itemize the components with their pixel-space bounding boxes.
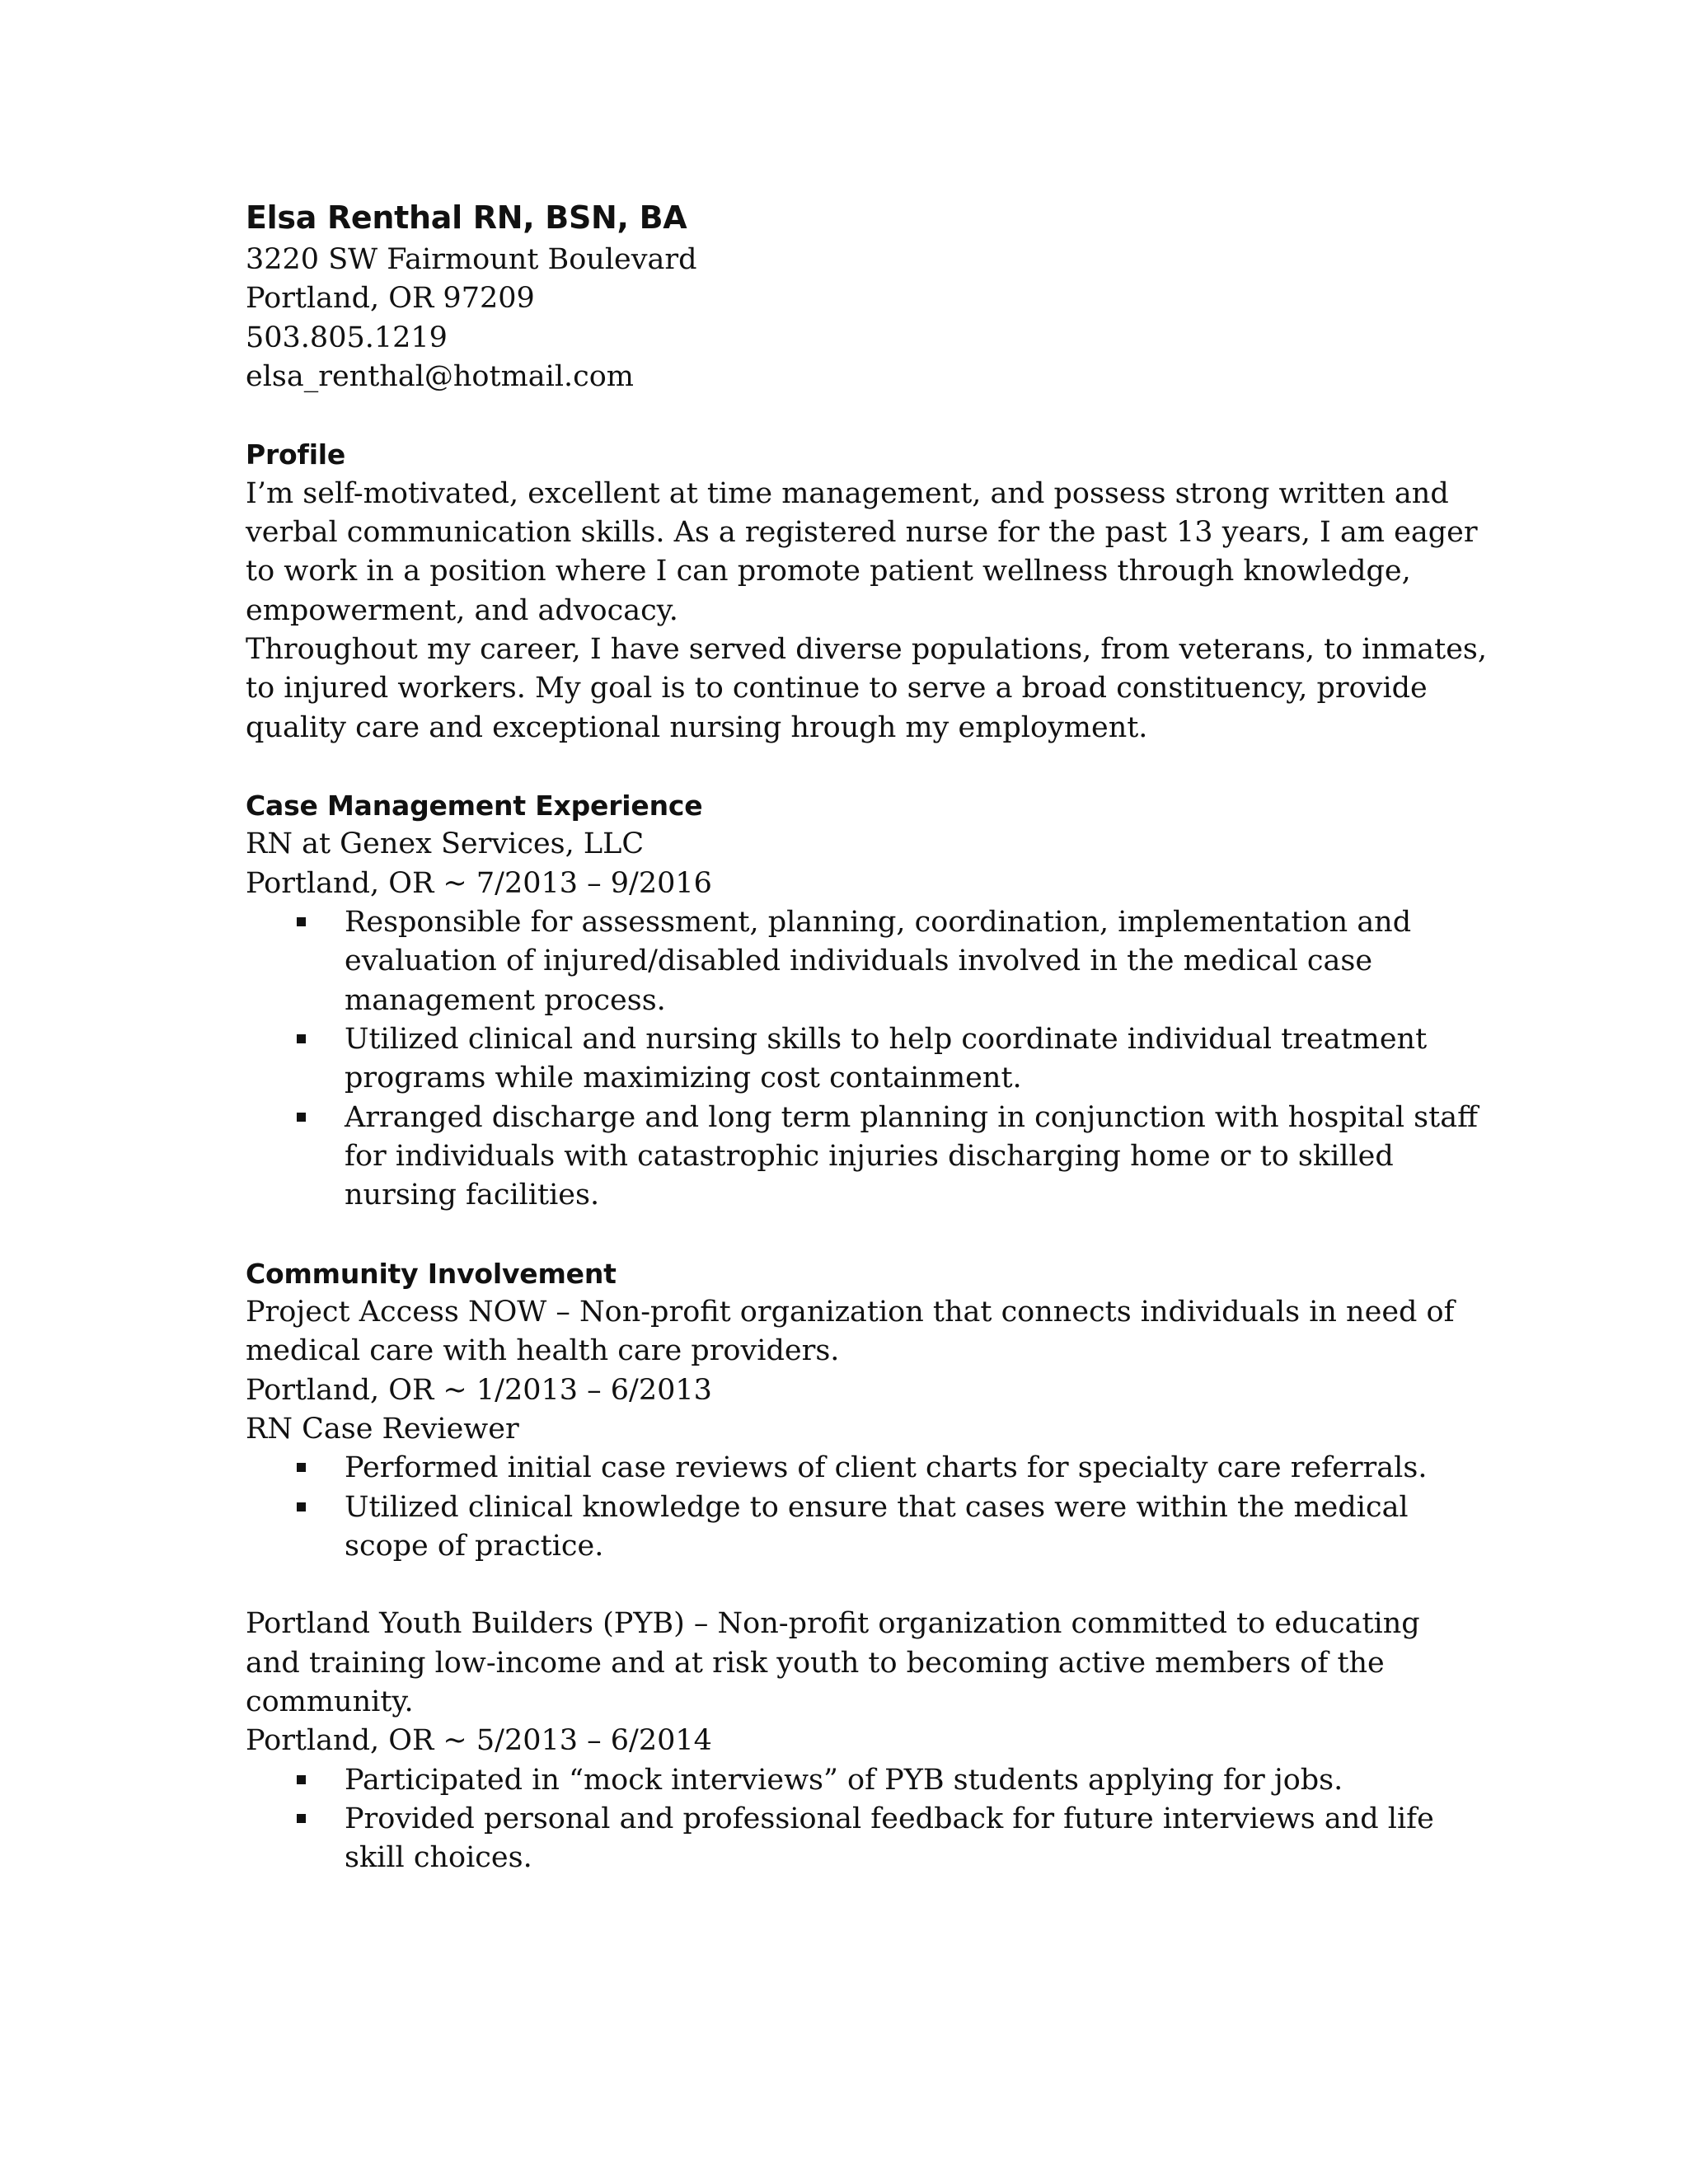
- spacer: [246, 396, 1441, 435]
- phone-number: 503.805.1219: [246, 321, 448, 354]
- community-heading: Community Involvement: [246, 1257, 617, 1290]
- bullet-line: Utilized clinical and nursing skills to help coordinate individual treatment: [345, 1022, 1428, 1056]
- bullet-line: management process.: [345, 983, 666, 1017]
- profile-line: to injured workers. My goal is to continue to serve a broad constituency, provide: [246, 672, 1428, 705]
- bullet-line: programs while maximizing cost containment.: [345, 1062, 1022, 1095]
- bullet-line: Provided personal and professional feedback for future interviews and life: [345, 1802, 1434, 1835]
- org-description: medical care with health care providers.: [246, 1334, 840, 1368]
- bullet-square-icon: [297, 917, 306, 926]
- bullet-line: skill choices.: [345, 1841, 532, 1875]
- bullet-line: Responsible for assessment, planning, coordination, implementation and: [345, 906, 1412, 940]
- profile-line: verbal communication skills. As a registered nurse for the past 13 years, I am eager: [246, 516, 1478, 550]
- org-bullets: [246, 1449, 1441, 1566]
- resume-page: [246, 194, 1488, 1877]
- list-item: [345, 1449, 1441, 1488]
- org-description: Project Access NOW – Non-profit organization that connects individuals in need of: [246, 1296, 1455, 1329]
- list-item: [345, 1099, 1478, 1216]
- spacer: [246, 1566, 1441, 1605]
- profile-heading: Profile: [246, 438, 346, 471]
- list-item: [345, 1761, 1441, 1800]
- list-item: [345, 903, 1441, 1020]
- bullet-square-icon: [297, 1814, 306, 1823]
- profile-line: I’m self-motivated, excellent at time management, and possess strong written and: [246, 476, 1449, 510]
- job-location-dates: Portland, OR ~ 7/2013 – 9/2016: [246, 866, 712, 900]
- job-role: RN at Genex Services, LLC: [246, 827, 645, 861]
- profile-line: to work in a position where I can promote patient wellness through knowledge,: [246, 555, 1411, 588]
- list-item: [345, 1800, 1441, 1878]
- address-line-2: Portland, OR 97209: [246, 282, 535, 316]
- job-bullets: [246, 903, 1478, 1215]
- spacer: [246, 748, 1441, 786]
- bullet-line: Participated in “mock interviews” of PYB students applying for jobs.: [345, 1763, 1343, 1797]
- org-location-dates: Portland, OR ~ 5/2013 – 6/2014: [246, 1724, 712, 1758]
- bullet-square-icon: [297, 1113, 306, 1122]
- list-item: [345, 1020, 1441, 1099]
- profile-line: quality care and exceptional nursing hrough my employment.: [246, 710, 1148, 744]
- case-management-heading: Case Management Experience: [246, 790, 703, 823]
- bullet-line: Utilized clinical knowledge to ensure that cases were within the medical: [345, 1490, 1409, 1524]
- address-line-1: 3220 SW Fairmount Boulevard: [246, 243, 697, 276]
- org-bullets: [246, 1761, 1441, 1878]
- profile-line: Throughout my career, I have served diverse populations, from veterans, to inmates,: [246, 632, 1488, 666]
- org-description: Portland Youth Builders (PYB) – Non-profit organization committed to educating: [246, 1607, 1420, 1641]
- bullet-line: for individuals with catastrophic injuries discharging home or to skilled: [345, 1139, 1394, 1173]
- bullet-square-icon: [297, 1034, 306, 1043]
- bullet-line: Arranged discharge and long term planning in conjunction with hospital staff: [345, 1100, 1478, 1134]
- bullet-square-icon: [297, 1463, 306, 1472]
- bullet-line: nursing facilities.: [345, 1179, 600, 1212]
- email-address: elsa_renthal@hotmail.com: [246, 359, 634, 393]
- applicant-name: Elsa Renthal RN, BSN, BA: [246, 199, 687, 236]
- spacer: [246, 1215, 1441, 1254]
- bullet-line: evaluation of injured/disabled individuals involved in the medical case: [345, 944, 1373, 978]
- bullet-square-icon: [297, 1502, 306, 1511]
- profile-text: [246, 475, 1488, 748]
- org-location-dates: Portland, OR ~ 1/2013 – 6/2013: [246, 1373, 712, 1407]
- org-description: and training low-income and at risk youth to becoming active members of the: [246, 1646, 1385, 1680]
- list-item: [345, 1488, 1441, 1567]
- profile-line: empowerment, and advocacy.: [246, 593, 678, 627]
- org-description: community.: [246, 1685, 414, 1718]
- bullet-line: Performed initial case reviews of client charts for specialty care referrals.: [345, 1451, 1428, 1485]
- bullet-line: scope of practice.: [345, 1529, 604, 1563]
- bullet-square-icon: [297, 1775, 306, 1784]
- org-role: RN Case Reviewer: [246, 1412, 519, 1446]
